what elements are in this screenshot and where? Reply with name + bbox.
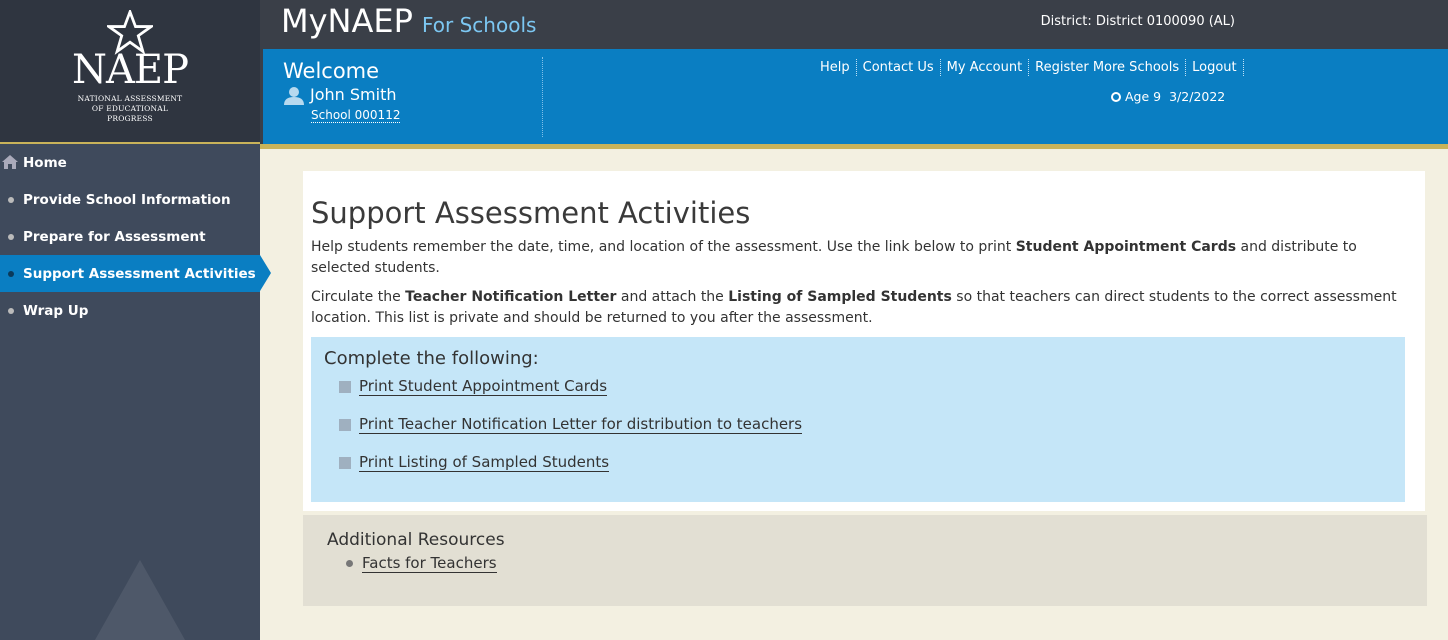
bullet-icon xyxy=(346,560,353,567)
user-bar xyxy=(260,49,1448,144)
facts-for-teachers-link[interactable]: Facts for Teachers xyxy=(362,554,497,572)
app-subtitle: For Schools xyxy=(422,13,537,37)
age-label: Age 9 xyxy=(1125,89,1162,104)
date-label: 3/2/2022 xyxy=(1169,89,1226,104)
task-item xyxy=(339,415,802,434)
resource-item xyxy=(346,554,497,573)
naep-logo[interactable] xyxy=(0,0,260,144)
sidebar-item-label: Support Assessment Activities xyxy=(23,265,256,282)
task-panel-heading: Complete the following: xyxy=(324,348,539,369)
sidebar-item-label: Provide School Information xyxy=(23,191,231,208)
divider xyxy=(542,57,543,137)
home-icon xyxy=(2,155,18,169)
sidebar-item-label: Prepare for Assessment xyxy=(23,228,206,245)
instructions-paragraph: Circulate the Teacher Notification Letter and attach the Listing of Sampled Students so that teachers can direct students to the correct assessment location. This list is private and should be returned to you after the assessment. xyxy=(311,289,1397,326)
sidebar-item-label: Wrap Up xyxy=(23,302,89,319)
main-card xyxy=(303,171,1425,511)
print-sampled-students-link[interactable]: Print Listing of Sampled Students xyxy=(359,453,610,471)
bullet-icon xyxy=(8,197,14,203)
top-links xyxy=(814,59,1244,76)
user-icon xyxy=(284,87,304,105)
radio-icon xyxy=(1111,92,1121,102)
user-name: John Smith xyxy=(310,85,397,104)
sidebar-item-provide-school-information[interactable] xyxy=(0,181,260,218)
sidebar-item-home[interactable] xyxy=(0,144,260,181)
resources-heading: Additional Resources xyxy=(327,530,505,550)
watermark-icon xyxy=(95,560,185,640)
sidebar xyxy=(0,0,260,640)
sidebar-item-support-assessment-activities[interactable] xyxy=(0,255,260,292)
bullet-icon xyxy=(8,271,14,277)
bullet-icon xyxy=(8,308,14,314)
school-link[interactable]: School 000112 xyxy=(311,108,401,122)
sidebar-item-label: Home xyxy=(23,154,67,171)
task-item xyxy=(339,377,607,396)
intro-paragraph: Help students remember the date, time, and location of the assessment. Use the link below to print Student Appointment Cards and distribute to selected students. xyxy=(311,239,1357,276)
help-link[interactable]: Help xyxy=(814,59,857,76)
logo-wordmark: NAEP xyxy=(72,47,188,93)
sidebar-item-prepare-for-assessment[interactable] xyxy=(0,218,260,255)
top-bar xyxy=(260,0,1448,49)
header-divider xyxy=(260,144,1448,149)
sidebar-nav xyxy=(0,144,260,329)
square-bullet-icon xyxy=(339,381,351,393)
square-bullet-icon xyxy=(339,457,351,469)
print-teacher-letter-link[interactable]: Print Teacher Notification Letter for distribution to teachers xyxy=(359,415,803,433)
my-account-link[interactable]: My Account xyxy=(941,59,1030,76)
logout-link[interactable]: Logout xyxy=(1186,59,1244,76)
app-title: MyNAEP xyxy=(281,2,413,40)
print-appointment-cards-link[interactable]: Print Student Appointment Cards xyxy=(359,377,608,395)
task-panel xyxy=(311,337,1405,502)
task-item xyxy=(339,453,609,472)
logo-subtitle: NATIONAL ASSESSMENT OF EDUCATIONAL PROGRESS xyxy=(77,94,183,123)
square-bullet-icon xyxy=(339,419,351,431)
welcome-label: Welcome xyxy=(283,59,380,83)
bullet-icon xyxy=(8,234,14,240)
age-date-indicator xyxy=(1111,89,1225,104)
page-title: Support Assessment Activities xyxy=(311,196,751,230)
district-label: District: District 0100090 (AL) xyxy=(1040,14,1235,29)
additional-resources xyxy=(303,515,1427,606)
sidebar-item-wrap-up[interactable] xyxy=(0,292,260,329)
contact-us-link[interactable]: Contact Us xyxy=(857,59,941,76)
register-more-schools-link[interactable]: Register More Schools xyxy=(1029,59,1186,76)
